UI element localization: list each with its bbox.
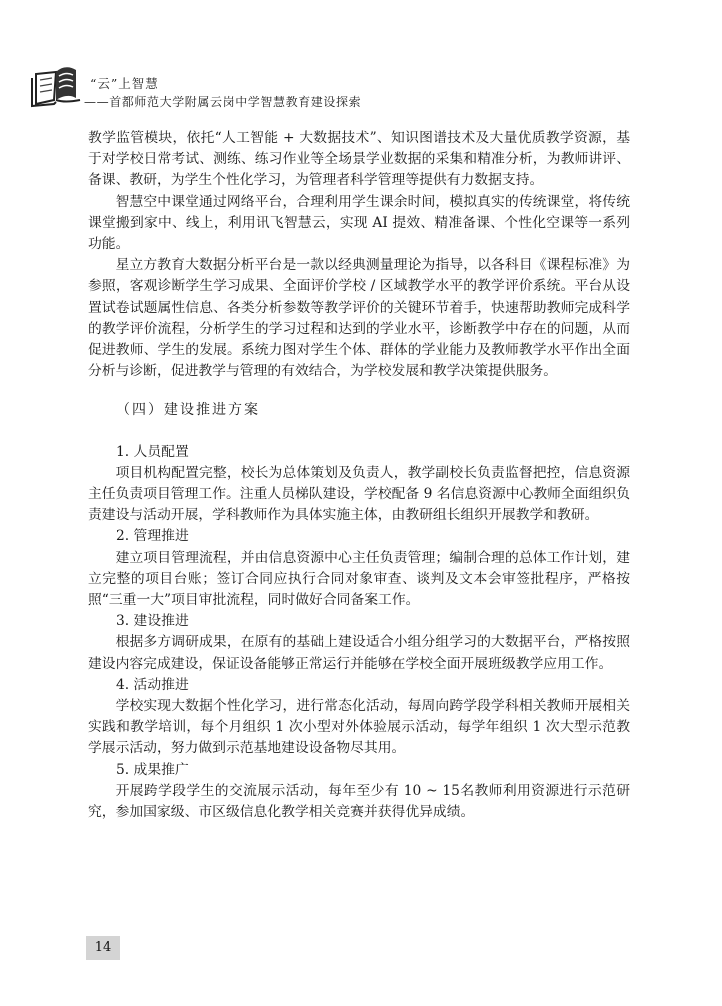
item-text: 项目机构配置完整，校长为总体策划及负责人，教学副校长负责监督把控，信息资源主任负责项目管理工作。注重人员梯队建设，学校配备 9 名信息资源中心教师全面组织负责建设与活动开展，学科教师作为具体实施主体，由教研组长组织开展教学和教研。 <box>88 464 630 524</box>
item-text: 建立项目管理流程，并由信息资源中心主任负责管理；编制合理的总体工作计划，建立完整的项目台账；签订合同应执行合同对象审查、谈判及文本会审签批程序，严格按照“三重一大”项目审批流程，同时做好合同备案工作。 <box>88 549 630 609</box>
item-text: 开展跨学段学生的交流展示活动，每年至少有 10 ~ 15名教师利用资源进行示范研究，参加国家级、市区级信息化教学相关竞赛并获得优异成绩。 <box>88 782 630 821</box>
page-body <box>88 128 630 823</box>
open-book-icon <box>30 64 82 108</box>
item-heading: 2. 管理推进 <box>116 528 189 545</box>
page-header <box>30 64 650 114</box>
page-number: 14 <box>94 940 112 955</box>
paragraph-continued: 教学监管模块，依托“人工智能 + 大数据技术”、知识图谱技术及大量优质教学资源，基于对学校日常考试、测练、练习作业等全场景学业数据的采集和精准分析，为教师讲评、备课、教研，为学生个性化学习，为管理者科学管理等提供有力数据支持。 <box>88 130 630 189</box>
paragraph: 星立方教育大数据分析平台是一款以经典测量理论为指导，以各科目《课程标准》为参照，客观诊断学生学习成果、全面评价学校 / 区域教学水平的教学评价系统。平台从设置试卷试题属性信息、各类分析参数等教学评价的关键环节着手，快速帮助教师完成科学的教学评价流程，分析学生的学习过程和达到的学业水平，诊断教学中存在的问题，从而促进教师、学生的发展。系统力图对学生个体、群体的学业能力及教师教学水平作出全面分析与诊断，促进教学与管理的有效结合，为学校发展和教学决策提供服务。 <box>88 257 630 380</box>
page-number-box <box>86 936 120 960</box>
item-text: 根据多方调研成果，在原有的基础上建设适合小组分组学习的大数据平台，严格按照建设内容完成建设，保证设备能够正常运行并能够在学校全面开展班级教学应用工作。 <box>88 634 630 672</box>
item-heading: 1. 人员配置 <box>116 443 189 460</box>
header-title: “云”上智慧 <box>90 76 159 91</box>
header-subtitle: ——首都师范大学附属云岗中学智慧教育建设探索 <box>84 95 362 109</box>
item-heading: 4. 活动推进 <box>116 676 189 693</box>
paragraph: 智慧空中课堂通过网络平台，合理利用学生课余时间，模拟真实的传统课堂，将传统课堂搬到家中、线上，利用讯飞智慧云，实现 AI 提效、精准备课、个性化空课等一系列功能。 <box>88 193 630 253</box>
item-text: 学校实现大数据个性化学习，进行常态化活动，每周向跨学段学科相关教师开展相关实践和教学培训，每个月组织 1 次小型对外体验展示活动，每学年组织 1 次大型示范教学展示活动，努力做到示范基地建设设备物尽其用。 <box>88 698 630 757</box>
item-heading: 3. 建设推进 <box>116 613 189 630</box>
item-heading: 5. 成果推广 <box>116 761 189 778</box>
section-heading: （四）建设推进方案 <box>116 402 260 419</box>
